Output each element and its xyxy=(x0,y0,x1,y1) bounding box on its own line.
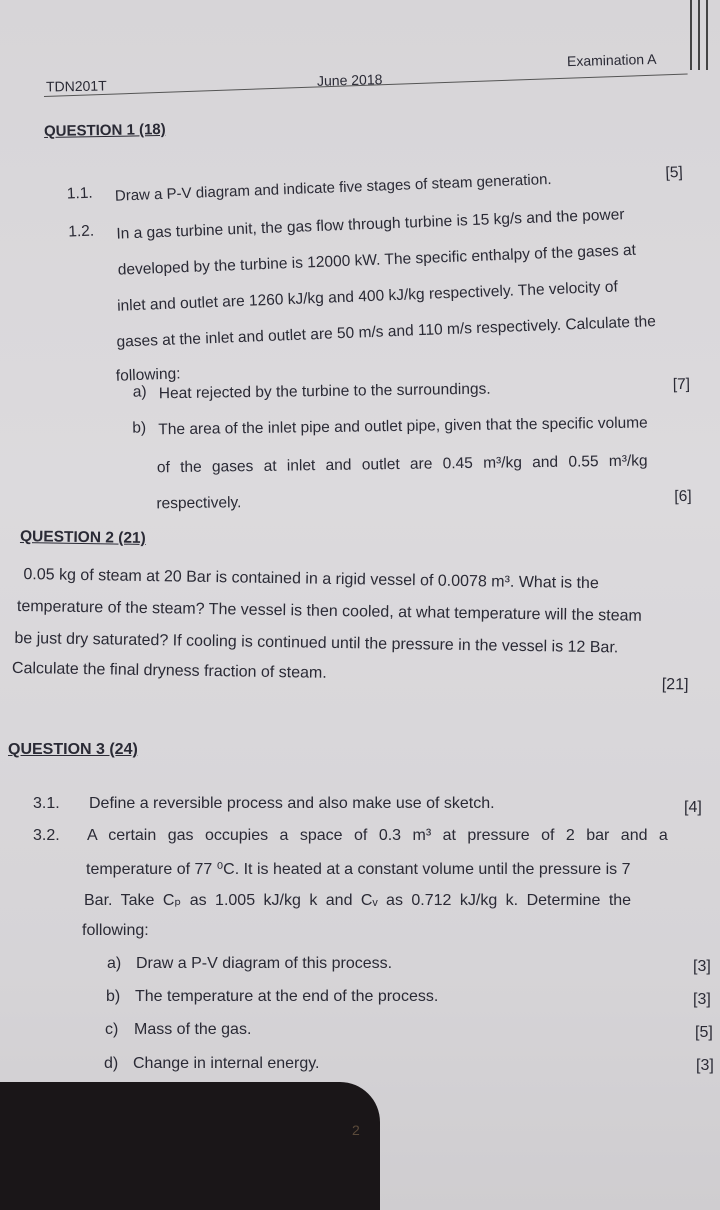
q1-b-line-2: of the gases at inlet and outlet are 0.45 m³/kg and 0.55 m³/kg xyxy=(156,452,648,477)
page-number: 2 xyxy=(352,1122,360,1138)
q1-2-line-3: inlet and outlet are 1260 kJ/kg and 400 kJ/kg respectively. The velocity of xyxy=(116,278,619,315)
q3-b-marks: [3] xyxy=(693,991,711,1008)
q2-marks: [21] xyxy=(661,676,689,694)
q3-1-text: Define a reversible process and also make use of sketch. xyxy=(89,795,495,812)
dark-shadow-object xyxy=(0,1082,380,1210)
q3-d-marks: [3] xyxy=(696,1057,714,1074)
q3-2-number: 3.2. xyxy=(33,827,60,844)
q3-c-label: c) xyxy=(105,1021,119,1038)
q1-2-number: 1.2. xyxy=(67,222,95,241)
q3-a-text: Draw a P-V diagram of this process. xyxy=(136,955,393,972)
q3-2-line-1: A certain gas occupies a space of 0.3 m³ at pressure of 2 bar and a xyxy=(87,827,668,844)
q3-2-line-4: following: xyxy=(82,922,149,939)
q1-b-line-1: The area of the inlet pipe and outlet pipe, given that the specific volume xyxy=(158,414,648,439)
q1-1-number: 1.1. xyxy=(66,184,94,203)
q1-2-line-2: developed by the turbine is 12000 kW. The specific enthalpy of the gases at xyxy=(117,241,637,279)
q3-2-line-2: temperature of 77 ⁰C. It is heated at a constant volume until the pressure is 7 xyxy=(86,861,631,878)
q1-b-label: b) xyxy=(132,419,147,437)
q1-2-line-4: gases at the inlet and outlet are 50 m/s and 110 m/s respectively. Calculate the xyxy=(116,313,657,351)
q1-a-label: a) xyxy=(132,383,147,401)
q2-title: QUESTION 2 (21) xyxy=(19,528,146,547)
q2-line-3: be just dry saturated? If cooling is continued until the pressure in the vessel is 12 Bar. xyxy=(14,629,619,657)
q3-c-marks: [5] xyxy=(695,1024,713,1041)
q3-d-label: d) xyxy=(104,1055,119,1072)
q1-2-line-5: following: xyxy=(115,365,181,385)
q3-1-number: 3.1. xyxy=(33,795,60,812)
exam-label: Examination A xyxy=(566,50,657,70)
q1-b-line-3: respectively. xyxy=(156,494,242,513)
q1-1-marks: [5] xyxy=(665,163,684,182)
q1-a-text: Heat rejected by the turbine to the surroundings. xyxy=(158,380,491,403)
q3-c-text: Mass of the gas. xyxy=(134,1021,252,1038)
q3-b-label: b) xyxy=(106,988,121,1005)
q3-a-marks: [3] xyxy=(693,958,711,975)
q2-line-4: Calculate the final dryness fraction of steam. xyxy=(11,659,327,682)
q1-title: QUESTION 1 (18) xyxy=(43,120,166,141)
exam-date: June 2018 xyxy=(316,71,383,89)
q1-1-text: Draw a P-V diagram and indicate five stages of steam generation. xyxy=(114,170,552,205)
q3-1-marks: [4] xyxy=(684,799,702,816)
q1-a-marks: [7] xyxy=(672,375,691,394)
q3-a-label: a) xyxy=(107,955,122,972)
q3-d-text: Change in internal energy. xyxy=(133,1055,320,1072)
q3-2-line-3: Bar. Take Cₚ as 1.005 kJ/kg k and Cᵥ as 0.712 kJ/kg k. Determine the xyxy=(84,892,632,909)
q2-line-1: 0.05 kg of steam at 20 Bar is contained in a rigid vessel of 0.0078 m³. What is the xyxy=(23,566,599,593)
course-code: TDN201T xyxy=(45,77,107,95)
q3-title: QUESTION 3 (24) xyxy=(8,741,138,758)
q2-line-2: temperature of the steam? The vessel is then cooled, at what temperature will the steam xyxy=(16,597,642,625)
q1-b-marks: [6] xyxy=(674,487,692,506)
q1-2-line-1: In a gas turbine unit, the gas flow through turbine is 15 kg/s and the power xyxy=(116,206,625,243)
q3-b-text: The temperature at the end of the process. xyxy=(135,988,439,1005)
